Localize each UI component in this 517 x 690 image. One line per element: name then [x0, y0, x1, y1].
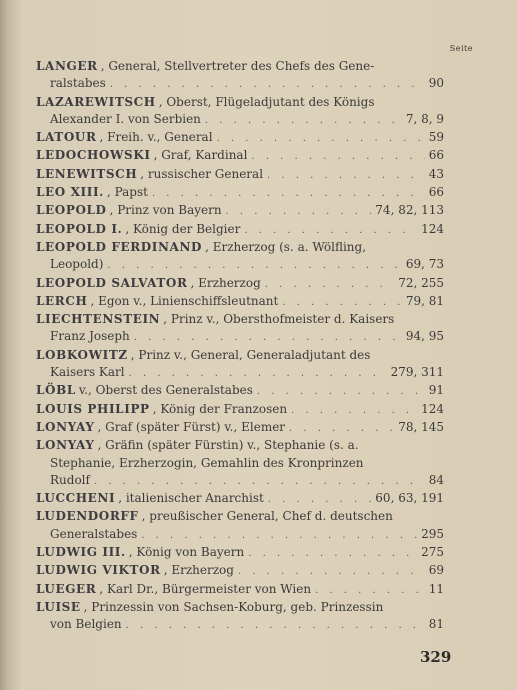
- entry-description: , Erzherzog (s. a. Wölfling,: [205, 239, 367, 254]
- dot-leader: [107, 257, 401, 274]
- entry-name: LUDWIG VIKTOR: [36, 563, 161, 578]
- dot-leader: [268, 491, 371, 508]
- page-references: 43: [428, 166, 444, 181]
- index-entry: [36, 401, 444, 419]
- page-references: 66: [428, 185, 444, 200]
- page-number: 329: [420, 648, 452, 666]
- entry-name: LIECHTENSTEIN: [36, 312, 161, 327]
- entry-line: [36, 419, 444, 437]
- index-entry: [36, 239, 444, 275]
- index-entry: [36, 581, 444, 599]
- entry-name: LEOPOLD FERDINAND: [36, 239, 203, 254]
- dot-leader: [244, 222, 417, 239]
- index-entry: [36, 184, 444, 202]
- entry-description: , Papst: [106, 185, 148, 200]
- entry-name: LÖBL: [36, 383, 76, 398]
- page-references: 72, 255: [398, 275, 444, 290]
- page-references: 60, 63, 191: [375, 491, 444, 506]
- index-entry: [36, 508, 444, 544]
- index-entry: [36, 147, 444, 165]
- index-entry: [36, 221, 444, 239]
- entry-line: [36, 129, 444, 147]
- entry-continuation-line: [36, 455, 444, 472]
- entry-name: LEDOCHOWSKI: [36, 148, 151, 163]
- entry-line: [36, 166, 444, 184]
- page-references: 69: [428, 563, 444, 578]
- entry-description: Rudolf: [50, 472, 90, 487]
- entry-continuation-line: [36, 111, 444, 129]
- page-references: 7, 8, 9: [405, 111, 444, 126]
- index-entry: [36, 275, 444, 293]
- page-references: 11: [428, 581, 444, 596]
- dot-leader: [282, 294, 401, 311]
- entry-name: LEOPOLD I.: [36, 221, 123, 236]
- entry-description: , Graf (später Fürst) v., Elemer: [97, 419, 286, 434]
- dot-leader: [226, 203, 372, 220]
- entry-line: [36, 94, 444, 111]
- entry-description: , Gräfin (später Fürstin) v., Stephanie (s. a.: [97, 438, 359, 453]
- dot-leader: [94, 473, 425, 490]
- index-entry: [36, 202, 444, 220]
- entry-description: Generalstabes: [50, 526, 138, 541]
- entry-description: , Erzherzog: [163, 563, 234, 578]
- dot-leader: [126, 617, 425, 634]
- entry-description: , Graf, Kardinal: [153, 148, 248, 163]
- index-entry: [36, 129, 444, 147]
- entry-name: LUEGER: [36, 581, 97, 596]
- entry-description: , Prinzessin von Sachsen-Koburg, geb. Prinzessin: [83, 599, 384, 614]
- entry-description: , russischer General: [140, 166, 264, 181]
- entry-name: LAZAREWITSCH: [36, 94, 156, 109]
- column-header-seite: Seite: [449, 44, 473, 53]
- entry-description: Alexander I. von Serbien: [50, 111, 201, 126]
- entry-line: [36, 58, 444, 75]
- page-references: 79, 81: [405, 293, 444, 308]
- entry-description: von Belgien: [50, 617, 122, 632]
- entry-description: ralstabes: [50, 76, 106, 91]
- index-entry: [36, 382, 444, 400]
- entry-line: [36, 581, 444, 599]
- entry-name: LOBKOWITZ: [36, 347, 128, 362]
- name-index: [36, 58, 444, 635]
- dot-leader: [291, 402, 417, 419]
- entry-name: LEOPOLD SALVATOR: [36, 275, 188, 290]
- entry-name: LATOUR: [36, 130, 97, 145]
- entry-continuation-line: [36, 526, 444, 544]
- page-references: 275: [421, 545, 444, 560]
- entry-description: , Freih. v., General: [99, 130, 213, 145]
- page-references: 81: [428, 617, 444, 632]
- entry-line: [36, 508, 444, 525]
- entry-name: LENEWITSCH: [36, 166, 138, 181]
- entry-line: [36, 401, 444, 419]
- dot-leader: [289, 420, 394, 437]
- index-entry: [36, 544, 444, 562]
- index-entry: [36, 166, 444, 184]
- page-references: 74, 82, 113: [375, 203, 444, 218]
- entry-line: [36, 490, 444, 508]
- page-references: 90: [428, 76, 444, 91]
- entry-name: LERCH: [36, 293, 88, 308]
- entry-description: , preußischer General, Chef d. deutschen: [141, 509, 393, 524]
- entry-continuation-line: [36, 328, 444, 346]
- entry-description: Franz Joseph: [50, 329, 130, 344]
- entry-line: [36, 544, 444, 562]
- entry-description: Leopold): [50, 257, 104, 272]
- entry-line: [36, 311, 444, 328]
- entry-description: , Egon v., Linienschiffsleutnant: [90, 293, 279, 308]
- dot-leader: [110, 76, 425, 93]
- page-references: 78, 145: [398, 419, 444, 434]
- dot-leader: [265, 276, 394, 293]
- entry-description: , Prinz v., Obersthofmeister d. Kaisers: [163, 312, 395, 327]
- dot-leader: [251, 148, 424, 165]
- entry-description: , König der Belgier: [125, 221, 241, 236]
- page-references: 124: [421, 401, 444, 416]
- dot-leader: [238, 563, 425, 580]
- entry-description: Kaisers Karl: [50, 365, 125, 380]
- entry-line: [36, 239, 444, 256]
- entry-line: [36, 184, 444, 202]
- entry-line: [36, 202, 444, 220]
- dot-leader: [315, 582, 425, 599]
- entry-description: , Prinz v., General, Generaladjutant des: [130, 347, 371, 362]
- entry-description: v., Oberst des Generalstabes: [78, 383, 253, 398]
- dot-leader: [134, 329, 402, 346]
- page-references: 124: [421, 221, 444, 236]
- entry-continuation-line: [36, 75, 444, 93]
- entry-line: [36, 437, 444, 454]
- entry-line: [36, 221, 444, 239]
- entry-name: LEOPOLD: [36, 203, 107, 218]
- page-references: 69, 73: [405, 257, 444, 272]
- entry-name: LEO XIII.: [36, 185, 104, 200]
- dot-leader: [257, 383, 425, 400]
- page-references: 279, 311: [390, 365, 444, 380]
- entry-description: , König von Bayern: [128, 545, 245, 560]
- index-entry: [36, 94, 444, 130]
- entry-continuation-line: [36, 256, 444, 274]
- page-references: 84: [428, 472, 444, 487]
- index-entry: [36, 599, 444, 635]
- entry-description: , Erzherzog: [190, 275, 261, 290]
- index-entry: [36, 293, 444, 311]
- page-references: 59: [428, 130, 444, 145]
- entry-line: [36, 293, 444, 311]
- index-entry: [36, 437, 444, 490]
- entry-line: [36, 275, 444, 293]
- entry-line: [36, 147, 444, 165]
- entry-line: [36, 562, 444, 580]
- page-references: 91: [428, 383, 444, 398]
- page-references: 94, 95: [405, 329, 444, 344]
- entry-description: Stephanie, Erzherzogin, Gemahlin des Kronprinzen: [50, 455, 364, 470]
- dot-leader: [129, 365, 387, 382]
- index-entry: [36, 311, 444, 347]
- entry-description: , General, Stellvertreter des Chefs des Gene-: [100, 59, 375, 73]
- entry-continuation-line: [36, 472, 444, 490]
- dot-leader: [141, 527, 417, 544]
- dot-leader: [248, 545, 417, 562]
- index-entry: [36, 347, 444, 383]
- entry-description: , Karl Dr., Bürgermeister von Wien: [99, 581, 312, 596]
- dot-leader: [217, 130, 425, 147]
- entry-name: LUDWIG III.: [36, 545, 126, 560]
- entry-name: LUDENDORFF: [36, 509, 139, 524]
- entry-continuation-line: [36, 364, 444, 382]
- entry-line: [36, 599, 444, 616]
- entry-description: , italienischer Anarchist: [118, 491, 264, 506]
- entry-description: , König der Franzosen: [152, 401, 288, 416]
- entry-name: LONYAY: [36, 419, 95, 434]
- entry-name: LUCCHENI: [36, 491, 116, 506]
- index-entry: [36, 419, 444, 437]
- page-references: 295: [421, 526, 444, 541]
- index-entry: [36, 562, 444, 580]
- index-entry: [36, 490, 444, 508]
- entry-name: LONYAY: [36, 438, 95, 453]
- entry-line: [36, 382, 444, 400]
- index-entry: [36, 58, 444, 94]
- dot-leader: [267, 167, 425, 184]
- page-references: 66: [428, 148, 444, 163]
- entry-description: , Prinz von Bayern: [109, 203, 222, 218]
- dot-leader: [205, 112, 402, 129]
- entry-name: LUISE: [36, 599, 81, 614]
- dot-leader: [152, 185, 425, 202]
- entry-name: LANGER: [36, 59, 98, 73]
- entry-description: , Oberst, Flügeladjutant des Königs: [158, 94, 375, 109]
- entry-name: LOUIS PHILIPP: [36, 401, 150, 416]
- entry-continuation-line: [36, 616, 444, 634]
- entry-line: [36, 347, 444, 364]
